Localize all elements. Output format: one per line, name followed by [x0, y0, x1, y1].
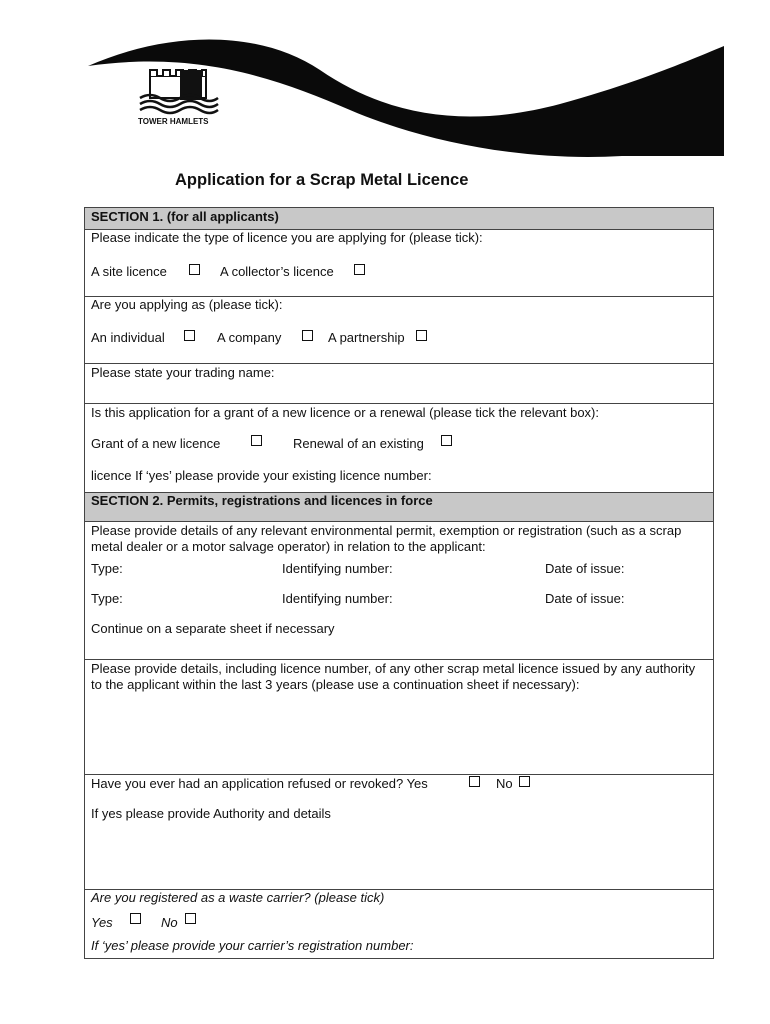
grant-new-checkbox[interactable] — [251, 435, 262, 446]
existing-licence-prompt: licence If ‘yes’ please provide your existing licence number: — [91, 468, 432, 483]
partnership-label: A partnership — [328, 330, 405, 345]
waste-yes-checkbox[interactable] — [130, 913, 141, 924]
waste-yes-label: Yes — [91, 915, 113, 930]
divider — [85, 403, 713, 404]
permit-type-label: Type: — [91, 591, 123, 606]
header-banner — [0, 0, 770, 160]
individual-label: An individual — [91, 330, 165, 345]
refused-yes-checkbox[interactable] — [469, 776, 480, 787]
renewal-label: Renewal of an existing — [293, 436, 424, 451]
trading-name-prompt: Please state your trading name: — [91, 365, 275, 380]
refused-no-checkbox[interactable] — [519, 776, 530, 787]
divider — [85, 363, 713, 364]
authority-details-prompt: If yes please provide Authority and details — [91, 806, 331, 821]
partnership-checkbox[interactable] — [416, 330, 427, 341]
permit-id-label: Identifying number: — [282, 561, 393, 576]
org-name: TOWER HAMLETS — [138, 117, 209, 126]
application-form — [84, 207, 714, 959]
collector-licence-label: A collector’s licence — [220, 264, 334, 279]
individual-checkbox[interactable] — [184, 330, 195, 341]
collector-licence-checkbox[interactable] — [354, 264, 365, 275]
site-licence-checkbox[interactable] — [189, 264, 200, 275]
section1-heading: SECTION 1. (for all applicants) — [85, 208, 713, 230]
grant-renewal-prompt: Is this application for a grant of a new licence or a renewal (please tick the relevant box): — [91, 405, 599, 420]
section2-heading: SECTION 2. Permits, registrations and licences in force — [85, 492, 713, 522]
waste-no-label: No — [161, 915, 178, 930]
refused-prompt: Have you ever had an application refused or revoked? Yes — [91, 776, 428, 791]
continue-note: Continue on a separate sheet if necessary — [91, 621, 335, 636]
grant-new-label: Grant of a new licence — [91, 436, 221, 451]
waste-carrier-prompt: Are you registered as a waste carrier? (please tick) — [91, 890, 385, 905]
divider — [85, 774, 713, 775]
site-licence-label: A site licence — [91, 264, 167, 279]
company-label: A company — [217, 330, 282, 345]
castle-waves-icon — [140, 70, 218, 113]
permit-date-label: Date of issue: — [545, 591, 625, 606]
applying-as-prompt: Are you applying as (please tick): — [91, 297, 283, 312]
company-checkbox[interactable] — [302, 330, 313, 341]
divider — [85, 659, 713, 660]
permit-id-label: Identifying number: — [282, 591, 393, 606]
permit-type-label: Type: — [91, 561, 123, 576]
carrier-number-prompt: If ‘yes’ please provide your carrier’s registration number: — [91, 938, 414, 953]
permit-date-label: Date of issue: — [545, 561, 625, 576]
refused-no-label: No — [496, 776, 513, 791]
renewal-checkbox[interactable] — [441, 435, 452, 446]
waste-no-checkbox[interactable] — [185, 913, 196, 924]
licence-type-prompt: Please indicate the type of licence you are applying for (please tick): — [91, 230, 483, 245]
permits-prompt: Please provide details of any relevant environmental permit, exemption or registration (such as a scrap metal dealer or a motor salvage operator) in relation to the applicant: — [91, 523, 682, 554]
other-licence-prompt: Please provide details, including licence number, of any other scrap metal licence issued by any authority to the applicant within the last 3 years (please use a continuation sheet if necessary): — [91, 661, 696, 692]
page-title: Application for a Scrap Metal Licence — [175, 171, 469, 189]
